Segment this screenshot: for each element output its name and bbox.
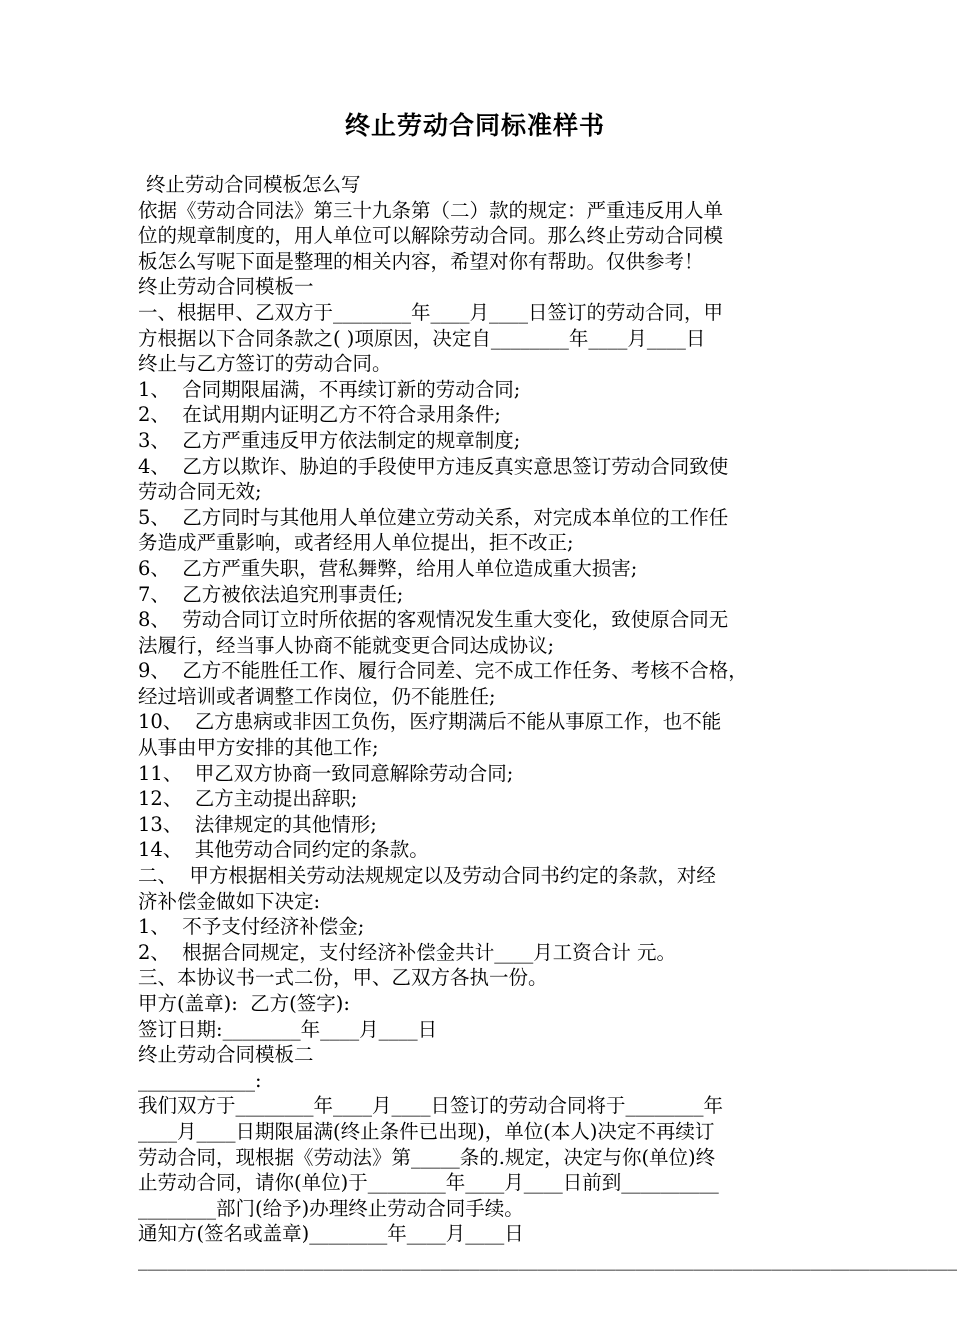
section-heading: 终止劳动合同模板一 (138, 275, 314, 299)
horizontal-rule: ____________________________________________________________________________________ (138, 1247, 957, 1271)
section-heading: 终止劳动合同模板怎么写 (146, 173, 361, 196)
list-item: 12、 乙方主动提出辞职; (138, 787, 358, 811)
list-item: 5、 乙方同时与其他用人单位建立劳动关系，对完成本单位的工作任 (138, 505, 729, 529)
list-item-continuation: 从事由甲方安排的其他工作; (138, 736, 379, 760)
list-item-continuation: 法履行，经当事人协商不能就变更合同达成协议; (138, 633, 555, 657)
paragraph-line: 一、根据甲、乙双方于________年____月____日签订的劳动合同，甲 (138, 300, 724, 324)
paragraph-line: ____月____日期限届满(终止条件已出现)，单位(本人)决定不再续订 (138, 1119, 715, 1143)
paragraph-line: 位的规章制度的，用人单位可以解除劳动合同。那么终止劳动合同模 (138, 224, 724, 248)
list-item: 14、 其他劳动合同约定的条款。 (138, 838, 429, 862)
list-item: 2、 在试用期内证明乙方不符合录用条件; (138, 403, 501, 427)
list-item: 10、 乙方患病或非因工负伤，医疗期满后不能从事原工作，也不能 (138, 710, 722, 734)
paragraph-line: 止劳动合同，请你(单位)于________年____月____日前到__________ (138, 1171, 719, 1195)
list-item: 11、 甲乙双方协商一致同意解除劳动合同; (138, 761, 514, 785)
paragraph-line: 板怎么写呢下面是整理的相关内容，希望对你有帮助。仅供参考！ (138, 249, 704, 273)
paragraph-line: 依据《劳动合同法》第三十九条第（二）款的规定：严重违反用人单 (138, 198, 724, 222)
list-item: 1、 合同期限届满，不再续订新的劳动合同; (138, 377, 521, 401)
document-body (138, 172, 957, 1273)
paragraph-line: 我们双方于________年____月____日签订的劳动合同将于________年 (138, 1094, 724, 1118)
list-item: 9、 乙方不能胜任工作、履行合同差、完不成工作任务、考核不合格， (138, 659, 748, 683)
document-title: 终止劳动合同标准样书 (344, 111, 605, 140)
paragraph-line: ________部门(给予)办理终止劳动合同手续。 (138, 1196, 524, 1220)
paragraph-line: 方根据以下合同条款之( )项原因，决定自________年____月____日 (138, 326, 706, 350)
addressee-line: ____________: (138, 1068, 262, 1092)
list-item: 7、 乙方被依法追究刑事责任; (138, 582, 404, 606)
date-line: 签订日期:________年____月____日 (138, 1017, 438, 1041)
list-item: 1、 不予支付经济补偿金; (138, 915, 365, 939)
paragraph-line: 终止与乙方签订的劳动合同。 (138, 352, 392, 376)
section-heading: 终止劳动合同模板二 (138, 1043, 314, 1067)
list-item: 6、 乙方严重失职，营私舞弊，给用人单位造成重大损害; (138, 556, 638, 580)
paragraph-line: 济补偿金做如下决定: (138, 889, 321, 913)
list-item: 2、 根据合同规定，支付经济补偿金共计____月工资合计 元。 (138, 940, 677, 964)
list-item: 4、 乙方以欺诈、胁迫的手段使甲方违反真实意思签订劳动合同致使 (138, 454, 729, 478)
signature-line: 通知方(签名或盖章)________年____月____日 (138, 1222, 524, 1246)
list-item: 8、 劳动合同订立时所依据的客观情况发生重大变化，致使原合同无 (138, 608, 729, 632)
paragraph-line: 三、本协议书一式二份，甲、乙双方各执一份。 (138, 966, 548, 990)
list-item: 3、 乙方严重违反甲方依法制定的规章制度; (138, 428, 521, 452)
list-item-continuation: 务造成严重影响，或者经用人单位提出，拒不改正; (138, 531, 574, 555)
paragraph-line: 二、 甲方根据相关劳动法规规定以及劳动合同书约定的条款，对经 (138, 864, 716, 888)
list-item: 13、 法律规定的其他情形; (138, 812, 377, 836)
signature-line: 甲方(盖章): 乙方(签字): (138, 992, 350, 1015)
list-item-continuation: 经过培训或者调整工作岗位，仍不能胜任; (138, 684, 496, 708)
list-item-continuation: 劳动合同无效; (138, 480, 262, 504)
paragraph-line: 劳动合同，现根据《劳动法》第_____条的.规定，决定与你(单位)终 (138, 1145, 716, 1169)
